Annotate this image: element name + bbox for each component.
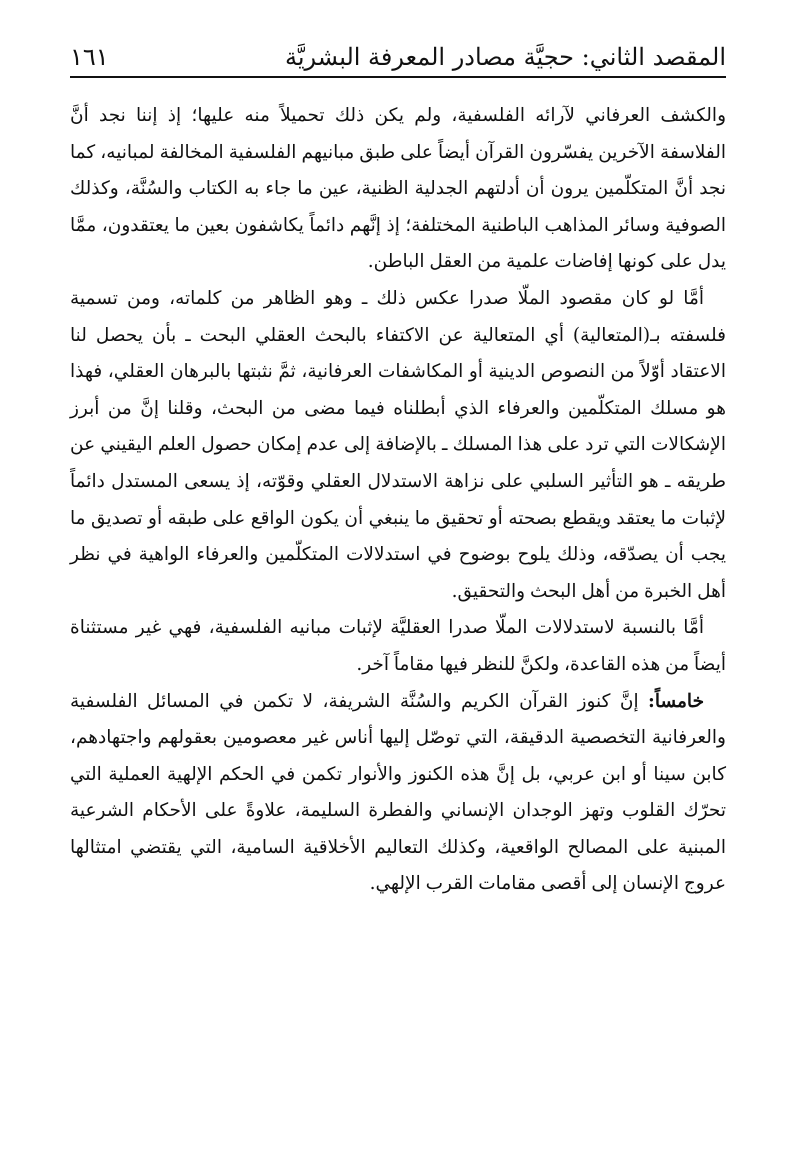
paragraph-4 <box>70 684 726 904</box>
paragraph-2: أمَّا لو كان مقصود الملّا صدرا عكس ذلك ـ وهو الظاهر من كلماته، ومن تسمية فلسفته بـ(المتعالية) أي المتعالية عن الاكتفاء بالبحث العقلي البحت ـ بأن يحصل لنا الاعتقاد أوّلاً من النصوص الدينية أو المكاشفات العرفانية، ثمَّ نثبتها بالبرهان العقلي، فهذا هو مسلك المتكلّمين والعرفاء الذي أبطلناه فيما مضى من البحث، وقلنا إنَّ من أبرز الإشكالات التي ترد على هذا المسلك ـ بالإضافة إلى عدم إمكان حصول العلم اليقيني عن طريقه ـ هو التأثير السلبي على نزاهة الاستدلال العقلي وقوّته، إذ يسعى المستدل دائماً لإثبات ما يعتقد ويقطع بصحته أو تحقيق ما ينبغي أن يكون الواقع على طبقه أو تصديق ما يجب أن يصدّقه، وذلك يلوح بوضوح في استدلالات المتكلّمين والعرفاء الواهية في نظر أهل الخبرة من أهل البحث والتحقيق. <box>70 287 726 602</box>
paragraph-4-lead: خامساً: <box>648 690 704 712</box>
paragraph-4-text: إنَّ كنوز القرآن الكريم والسُنَّة الشريفة، لا تكمن في المسائل الفلسفية والعرفانية التخصصية الدقيقة، التي توصّل إليها أناس غير معصومين بعقولهم واجتهادهم، كابن سينا أو ابن عربي، بل إنَّ هذه الكنوز والأنوار تكمن في الحكم الإلهية العملية التي تحرّك القلوب وتهز الوجدان الإنساني والفطرة السليمة، علاوةً على الأحكام الشرعية المبنية على المصالح الواقعية، وكذلك التعاليم الأخلاقية السامية، التي يقتضي امتثالها عروج الإنسان إلى أقصى مقامات القرب الإلهي. <box>70 690 726 895</box>
header-divider <box>70 76 726 78</box>
running-header <box>70 28 726 72</box>
page-number: ١٦١ <box>70 43 109 72</box>
body-text <box>70 98 726 903</box>
paragraph-3: أمَّا بالنسبة لاستدلالات الملّا صدرا العقليَّة لإثبات مبانيه الفلسفية، فهي غير مستثناة أيضاً من هذه القاعدة، ولكنَّ للنظر فيها مقاماً آخر. <box>70 617 726 675</box>
paragraph-1: والكشف العرفاني لآرائه الفلسفية، ولم يكن ذلك تحميلاً منه عليها؛ إذ إننا نجد أنَّ الفلاسفة الآخرين يفسّرون القرآن أيضاً على طبق مبانيهم الفلسفية المخالفة لمبانيه، كما نجد أنَّ المتكلّمين يرون أن أدلتهم الجدلية الظنية، عين ما جاء به الكتاب والسُنَّة، وكذلك الصوفية وسائر المذاهب الباطنية المختلفة؛ إذ إنَّهم دائماً يكاشفون بعين ما يعتقدون، ممَّا يدل على كونها إفاضات علمية من العقل الباطن. <box>70 105 726 273</box>
header-title: المقصد الثاني: حجيَّة مصادر المعرفة البشريَّة <box>285 43 726 72</box>
